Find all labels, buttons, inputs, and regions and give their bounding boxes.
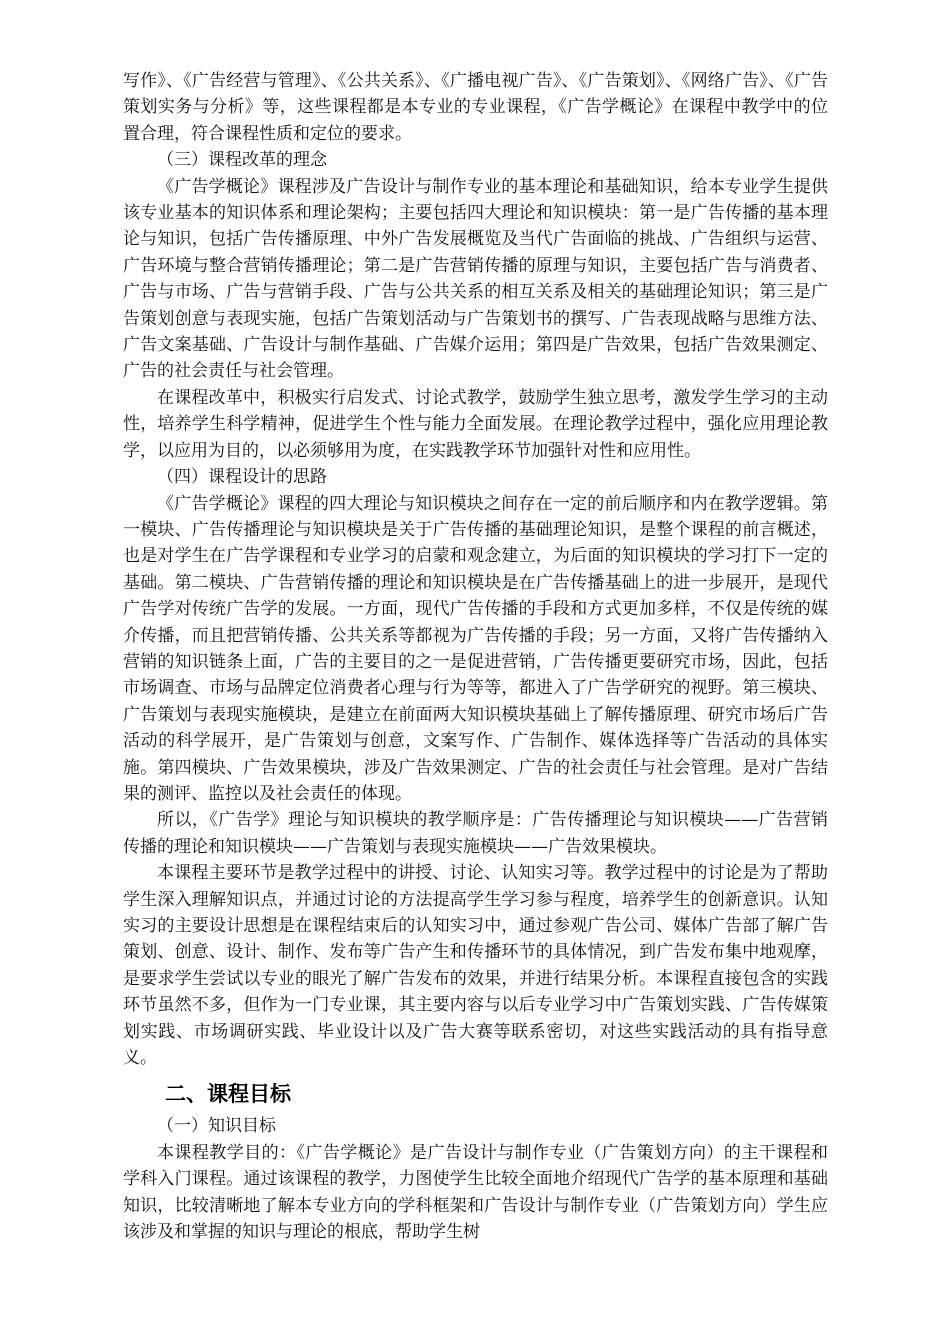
reform-paragraph-1: 《广告学概论》课程涉及广告设计与制作专业的基本理论和基础知识，给本专业学生提供该专业基本的知识体系和理论架构；主要包括四大理论和知识模块：第一是广告传播的基本理论与知识，包括广告传播原理、中外广告发展概览及当代广告面临的挑战、广告组织与运营、广告环境与整合营销传播理论；第二是广告营销传播的原理与知识，主要包括广告与消费者、广告与市场、广告与营销手段、广告与公共关系的相互关系及相关的基础理论知识；第三是广告策划创意与表现实施，包括广告策划活动与广告策划书的撰写、广告表现战略与思维方法、广告文案基础、广告设计与制作基础、广告媒介运用；第四是广告效果，包括广告效果测定、广告的社会责任与社会管理。 xyxy=(123,176,828,382)
chapter-heading-goals: 二、课程目标 xyxy=(165,1082,291,1107)
section-heading-design: （四）课程设计的思路 xyxy=(157,467,327,488)
intro-paragraph: 写作》、《广告经营与管理》、《公共关系》、《广播电视广告》、《广告策划》、《网络广告》、《广告策划实务与分析》等，这些课程都是本专业的专业课程，《广告学概论》在课程中教学中的位置合理，符合课程性质和定位的要求。 xyxy=(123,71,828,144)
design-paragraph-2: 所以，《广告学》理论与知识模块的教学顺序是：广告传播理论与知识模块——广告营销传播的理论和知识模块——广告策划与表现实施模块——广告效果模块。 xyxy=(123,810,828,857)
design-paragraph-3: 本课程主要环节是教学过程中的讲授、讨论、认知实习等。教学过程中的讨论是为了帮助学生深入理解知识点，并通过讨论的方法提高学生学习参与程度，培养学生的创新意识。认知实习的主要设计思想是在课程结束后的认知实习中，通过参观广告公司、媒体广告部了解广告策划、创意、设计、制作、发布等广告产生和传播环节的具体情况，到广告发布集中地观摩，是要求学生尝试以专业的眼光了解广告发布的效果，并进行结果分析。本课程直接包含的实践环节虽然不多，但作为一门专业课，其主要内容与以后专业学习中广告策划实践、广告传媒策划实践、市场调研实践、毕业设计以及广告大赛等联系密切，对这些实践活动的具有指导意义。 xyxy=(123,863,828,1069)
knowledge-paragraph: 本课程教学目的：《广告学概论》是广告设计与制作专业（广告策划方向）的主干课程和学科入门课程。通过该课程的教学，力图使学生比较全面地介绍现代广告学的基本原理和基础知识，比较清晰地了解本专业方向的学科框架和广告设计与制作专业（广告策划方向）学生应该涉及和掌握的知识与理论的根底，帮助学生树 xyxy=(123,1142,828,1243)
reform-paragraph-2: 在课程改革中，积极实行启发式、讨论式教学，鼓励学生独立思考，激发学生学习的主动性，培养学生科学精神，促进学生个性与能力全面发展。在理论教学过程中，强化应用理论教学，以应用为目的，以必须够用为度，在实践教学环节加强针对性和应用性。 xyxy=(123,387,828,461)
section-heading-knowledge: （一）知识目标 xyxy=(157,1116,276,1137)
section-heading-reform: （三）课程改革的理念 xyxy=(157,150,327,171)
document-body xyxy=(123,68,828,1245)
design-paragraph-1: 《广告学概论》课程的四大理论与知识模块之间存在一定的前后顺序和内在教学逻辑。第一模块、广告传播理论与知识模块是关于广告传播的基础理论知识，是整个课程的前言概述，也是对学生在广告学课程和专业学习的启蒙和观念建立，为后面的知识模块的学习打下一定的基础。第二模块、广告营销传播的理论和知识模块是在广告传播基础上的进一步展开，是现代广告学对传统广告学的发展。一方面，现代广告传播的手段和方式更加多样，不仅是传统的媒介传播，而且把营销传播、公共关系等都视为广告传播的手段；另一方面，又将广告传播纳入营销的知识链条上面，广告的主要目的之一是促进营销，广告传播更要研究市场，因此，包括市场调查、市场与品牌定位消费者心理与行为等等，都进入了广告学研究的视野。第三模块、广告策划与表现实施模块，是建立在前面两大知识模块基础上了解传播原理、研究市场后广告活动的科学展开，是广告策划与创意，文案写作、广告制作、媒体选择等广告活动的具体实施。第四模块、广告效果模块，涉及广告效果测定、广告的社会责任与社会管理。是对广告结果的测评、监控以及社会责任的体现。 xyxy=(123,493,828,804)
